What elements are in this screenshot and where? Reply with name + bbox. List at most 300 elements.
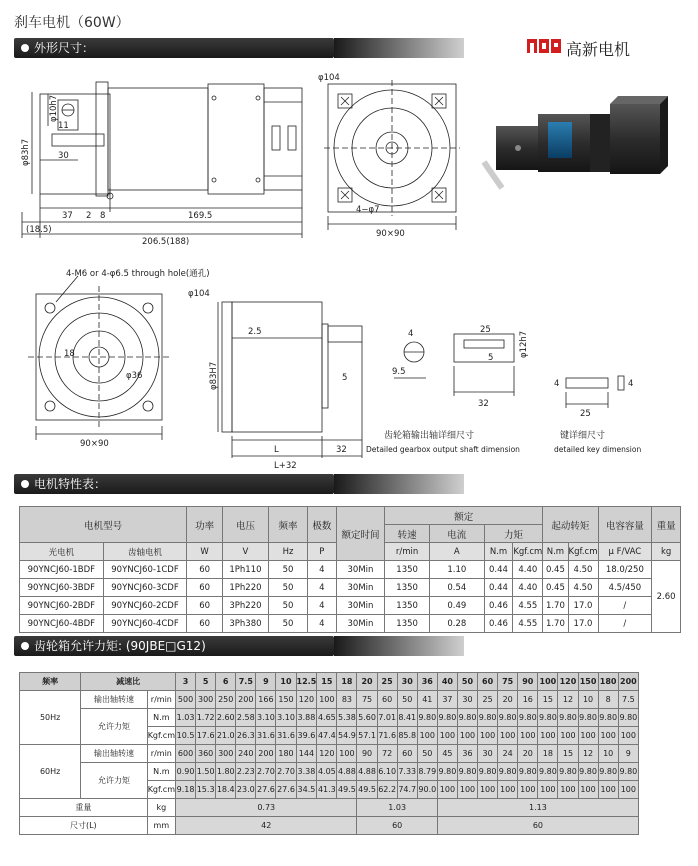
table-cell: 75: [357, 691, 377, 709]
ratio-cell: 7.5: [236, 673, 256, 691]
table-cell: 49.5: [337, 781, 357, 799]
table-cell: 17.0: [568, 615, 598, 633]
unit-cell: r/min: [147, 691, 175, 709]
table-cell: 6.10: [377, 763, 397, 781]
col-rated: 额定: [385, 507, 543, 525]
section-bar-fade: [334, 38, 464, 58]
table-cell: 90YNCJ60-1BDF: [20, 561, 104, 579]
table-cell: 3Ph380: [222, 615, 268, 633]
table-cell: 100: [558, 727, 578, 745]
table-row: [20, 709, 639, 727]
table-cell: 8.79: [417, 763, 437, 781]
table-cell: 60: [187, 579, 223, 597]
svg-text:18: 18: [64, 349, 75, 359]
unit-cell: N.m: [543, 543, 568, 561]
table-cell: 4: [308, 597, 337, 615]
brand-logo: [527, 37, 561, 59]
table-cell: 0.90: [175, 763, 195, 781]
motor-spec-table: [19, 506, 681, 633]
table-cell: /: [598, 615, 652, 633]
svg-text:8: 8: [100, 211, 106, 221]
col-capacitor: 电容容量: [598, 507, 652, 543]
svg-text:L: L: [274, 445, 279, 455]
svg-text:4: 4: [408, 329, 414, 339]
ratio-cell: 5: [196, 673, 216, 691]
table-cell: 4.50: [568, 561, 598, 579]
table-cell: 100: [538, 727, 558, 745]
table-cell: 42: [175, 817, 357, 835]
table-cell: 18.0/250: [598, 561, 652, 579]
table-cell: 90YNCJ60-1CDF: [103, 561, 187, 579]
table-cell: 100: [518, 727, 538, 745]
col-model: 电机型号: [20, 507, 187, 543]
gear-torque-table: [19, 672, 639, 835]
ratio-cell: 6: [216, 673, 236, 691]
table-cell: 60: [357, 817, 437, 835]
table-cell: 9.80: [457, 763, 477, 781]
table-cell: 30: [478, 745, 498, 763]
table-cell: 9.80: [598, 763, 618, 781]
brand-name: 高新电机: [566, 40, 631, 59]
table-cell: 2.60: [216, 709, 236, 727]
ratio-cell: 10: [276, 673, 296, 691]
table-cell: 0.44: [484, 561, 513, 579]
table-cell: 144: [296, 745, 317, 763]
svg-text:169.5: 169.5: [188, 211, 213, 221]
svg-text:90×90: 90×90: [80, 439, 109, 449]
table-cell: 15: [558, 745, 578, 763]
table-row: [20, 615, 681, 633]
table-cell: 100: [317, 691, 337, 709]
unit-cell: P: [308, 543, 337, 561]
table-cell: 9.80: [538, 763, 558, 781]
table-cell: 1.70: [543, 597, 568, 615]
svg-text:4: 4: [628, 379, 634, 389]
bullet-icon: [21, 642, 29, 650]
table-cell: 60: [187, 615, 223, 633]
flange-shaft-drawing: [18, 262, 658, 471]
table-cell: 100: [498, 727, 518, 745]
table-cell: 9.80: [598, 709, 618, 727]
table-cell: 90YNCJ60-4BDF: [20, 615, 104, 633]
table-cell: 100: [618, 781, 638, 799]
section-bar-fade: [334, 474, 464, 494]
svg-text:206.5(188): 206.5(188): [142, 237, 190, 247]
table-cell: 1.50: [196, 763, 216, 781]
section-gear-torque: 齿轮箱允许力矩: (90JBE□G12): [14, 636, 334, 656]
table-cell: 9.80: [518, 763, 538, 781]
table-row: [20, 673, 639, 691]
table-cell: 60: [397, 745, 417, 763]
table-cell: 39.6: [296, 727, 317, 745]
ratio-cell: 90: [518, 673, 538, 691]
table-cell: 9.80: [538, 709, 558, 727]
ratio-cell: 100: [538, 673, 558, 691]
table-cell: 2.23: [236, 763, 256, 781]
col-speed: 转速: [385, 525, 430, 543]
svg-text:2.5: 2.5: [248, 327, 262, 337]
table-cell: 600: [175, 745, 195, 763]
table-cell: 45: [437, 745, 457, 763]
table-cell: 100: [437, 727, 457, 745]
table-row: [20, 561, 681, 579]
svg-text:5: 5: [488, 353, 494, 363]
table-cell: 10.5: [175, 727, 195, 745]
table-cell: /: [598, 597, 652, 615]
table-cell: 4.5/450: [598, 579, 652, 597]
svg-text:φ83H7: φ83H7: [209, 361, 219, 390]
svg-text:11: 11: [58, 121, 69, 131]
table-cell: 60: [437, 817, 638, 835]
table-cell: 100: [578, 727, 598, 745]
svg-text:4: 4: [554, 379, 560, 389]
table-cell: 100: [478, 781, 498, 799]
table-cell: 90YNCJ60-2CDF: [103, 597, 187, 615]
table-cell: 23.0: [236, 781, 256, 799]
table-cell: 1.72: [196, 709, 216, 727]
table-cell: 1.70: [543, 615, 568, 633]
table-cell: 9.80: [518, 709, 538, 727]
table-cell: 12: [578, 745, 598, 763]
table-cell: 47.4: [317, 727, 337, 745]
page-title: 刹车电机（60W）: [14, 15, 130, 31]
svg-text:φ104: φ104: [318, 73, 340, 83]
svg-text:25: 25: [480, 325, 491, 335]
table-cell: 7.01: [377, 709, 397, 727]
table-cell: 30Min: [336, 615, 385, 633]
ratio-cell: 15: [317, 673, 337, 691]
col-poles: 极数: [308, 507, 337, 543]
unit-cell: N.m: [484, 543, 513, 561]
table-cell: 250: [216, 691, 236, 709]
svg-text:φ104: φ104: [188, 289, 210, 299]
table-cell: 36: [457, 745, 477, 763]
unit-cell: Kgf.cm: [147, 727, 175, 745]
unit-cell: kg: [147, 799, 175, 817]
table-cell: 1Ph220: [222, 579, 268, 597]
table-cell: 166: [256, 691, 276, 709]
col-rated-time: 额定时间: [336, 507, 385, 561]
table-cell: 90: [357, 745, 377, 763]
table-cell: 9.80: [558, 709, 578, 727]
table-cell: 7.33: [397, 763, 417, 781]
col-optical: 光电机: [20, 543, 104, 561]
table-cell: 4.55: [513, 597, 543, 615]
table-cell: 54.9: [337, 727, 357, 745]
svg-text:齿轮箱输出轴详细尺寸: 齿轮箱输出轴详细尺寸: [384, 431, 475, 441]
unit-cell: Kgf.cm: [147, 781, 175, 799]
table-cell: 90YNCJ60-2BDF: [20, 597, 104, 615]
table-cell: 9.80: [578, 709, 598, 727]
table-cell: 31.6: [276, 727, 296, 745]
table-cell: 49.5: [357, 781, 377, 799]
motor-outline-drawing: [18, 62, 498, 247]
table-row: [20, 597, 681, 615]
table-cell: 60: [187, 597, 223, 615]
table-cell: 30Min: [336, 597, 385, 615]
unit-cell: A: [429, 543, 484, 561]
table-cell: 9.80: [437, 709, 457, 727]
table-cell: 50: [417, 745, 437, 763]
table-cell: 120: [317, 745, 337, 763]
table-cell: 1350: [385, 579, 430, 597]
table-cell: 120: [296, 691, 317, 709]
unit-cell: r/min: [385, 543, 430, 561]
unit-cell: kg: [652, 543, 681, 561]
ratio-cell: 150: [578, 673, 598, 691]
table-cell: 1350: [385, 615, 430, 633]
table-cell: 100: [598, 781, 618, 799]
col-start-torque: 起动转矩: [543, 507, 598, 543]
table-cell: 60: [377, 691, 397, 709]
ratio-cell: 9: [256, 673, 276, 691]
table-cell: 1Ph110: [222, 561, 268, 579]
unit-cell: N.m: [147, 709, 175, 727]
table-row: [20, 817, 639, 835]
table-cell: 10: [578, 691, 598, 709]
ratio-cell: 180: [598, 673, 618, 691]
motor-photo: [482, 84, 678, 202]
table-cell: 10: [598, 745, 618, 763]
svg-text:φ83h7: φ83h7: [21, 138, 31, 166]
table-cell: 100: [337, 745, 357, 763]
table-cell: 360: [196, 745, 216, 763]
table-cell: 83: [337, 691, 357, 709]
freq-cell: 50Hz: [20, 691, 81, 745]
ratio-cell: 30: [397, 673, 417, 691]
table-cell: 0.28: [429, 615, 484, 633]
table-cell: 3.10: [256, 709, 276, 727]
table-cell: 20: [518, 745, 538, 763]
ratio-cell: 120: [558, 673, 578, 691]
table-cell: 200: [236, 691, 256, 709]
table-cell: 4: [308, 615, 337, 633]
bullet-icon: [21, 44, 29, 52]
table-cell: 27.6: [276, 781, 296, 799]
table-cell: 100: [417, 727, 437, 745]
col-current: 电流: [429, 525, 484, 543]
table-row: [20, 763, 639, 781]
table-cell: 300: [196, 691, 216, 709]
table-cell: 4.88: [357, 763, 377, 781]
table-cell: 2.70: [276, 763, 296, 781]
table-cell: 25: [478, 691, 498, 709]
table-cell: 4.65: [317, 709, 337, 727]
table-cell: 100: [437, 781, 457, 799]
table-cell: 9.80: [558, 763, 578, 781]
ratio-cell: 75: [498, 673, 518, 691]
ratio-cell: 200: [618, 673, 638, 691]
table-cell: 300: [216, 745, 236, 763]
table-cell: 4.40: [513, 561, 543, 579]
table-cell: 50: [268, 561, 307, 579]
svg-text:5: 5: [342, 373, 348, 383]
table-cell: 12: [558, 691, 578, 709]
table-cell: 500: [175, 691, 195, 709]
table-cell: 100: [558, 781, 578, 799]
table-cell: 9.80: [478, 763, 498, 781]
svg-text:90×90: 90×90: [376, 229, 405, 239]
table-cell: 9.80: [578, 763, 598, 781]
table-cell: 4.55: [513, 615, 543, 633]
ratio-cell: 20: [357, 673, 377, 691]
table-cell: 240: [236, 745, 256, 763]
ratio-cell: 40: [437, 673, 457, 691]
col-freq: 频率: [20, 673, 81, 691]
table-cell: 21.0: [216, 727, 236, 745]
svg-text:4-M6 or 4-φ6.5 through hole(通孔: 4-M6 or 4-φ6.5 through hole(通孔): [66, 269, 210, 279]
table-cell: 17.0: [568, 597, 598, 615]
svg-text:φ12h7: φ12h7: [519, 330, 529, 358]
unit-cell: V: [222, 543, 268, 561]
table-cell: 4.05: [317, 763, 337, 781]
col-freq: 频率: [268, 507, 307, 543]
table-cell: 0.49: [429, 597, 484, 615]
table-cell: 30Min: [336, 561, 385, 579]
table-cell: 2.70: [256, 763, 276, 781]
svg-text:32: 32: [478, 399, 489, 409]
table-cell: 3.38: [296, 763, 317, 781]
table-cell: 9.80: [478, 709, 498, 727]
table-cell: 2.58: [236, 709, 256, 727]
table-cell: 150: [276, 691, 296, 709]
table-cell: 4.50: [568, 579, 598, 597]
table-cell: 17.6: [196, 727, 216, 745]
table-cell: 34.5: [296, 781, 317, 799]
table-cell: 24: [498, 745, 518, 763]
table-cell: 0.46: [484, 597, 513, 615]
table-cell: 50: [268, 579, 307, 597]
table-cell: 15.3: [196, 781, 216, 799]
table-cell: 62.2: [377, 781, 397, 799]
table-cell: 16: [518, 691, 538, 709]
table-cell: 100: [598, 727, 618, 745]
table-cell: 18: [538, 745, 558, 763]
svg-text:φ36: φ36: [126, 371, 143, 381]
table-cell: 1350: [385, 561, 430, 579]
table-cell: 0.45: [543, 579, 568, 597]
table-cell: 41.3: [317, 781, 337, 799]
table-cell: 3.88: [296, 709, 317, 727]
unit-cell: Hz: [268, 543, 307, 561]
table-cell: 1.13: [437, 799, 638, 817]
table-cell: 0.46: [484, 615, 513, 633]
svg-text:25: 25: [580, 409, 591, 419]
table-row: [20, 579, 681, 597]
weight-cell: 2.60: [652, 561, 681, 633]
row-label: 尺寸(L): [20, 817, 148, 835]
svg-text:(18.5): (18.5): [26, 225, 52, 235]
table-cell: 100: [518, 781, 538, 799]
table-cell: 30: [457, 691, 477, 709]
ratio-cell: 25: [377, 673, 397, 691]
table-cell: 180: [276, 745, 296, 763]
section-bar-fade: [334, 636, 464, 656]
table-cell: 100: [498, 781, 518, 799]
table-cell: 37: [437, 691, 457, 709]
table-cell: 90.0: [417, 781, 437, 799]
table-cell: 30Min: [336, 579, 385, 597]
table-cell: 100: [457, 727, 477, 745]
table-cell: 0.44: [484, 579, 513, 597]
col-weight: 重量: [652, 507, 681, 543]
table-cell: 3.10: [276, 709, 296, 727]
table-cell: 50: [268, 615, 307, 633]
svg-text:L+32: L+32: [274, 461, 297, 471]
table-cell: 9.80: [498, 763, 518, 781]
table-cell: 90YNCJ60-3BDF: [20, 579, 104, 597]
table-cell: 100: [538, 781, 558, 799]
table-cell: 50: [397, 691, 417, 709]
unit-cell: μ F/VAC: [598, 543, 652, 561]
svg-text:4−φ7: 4−φ7: [356, 205, 380, 215]
table-row: [20, 691, 639, 709]
table-cell: 5.60: [357, 709, 377, 727]
table-cell: 7.5: [618, 691, 638, 709]
table-cell: 1350: [385, 597, 430, 615]
bullet-icon: [21, 480, 29, 488]
table-cell: 1.10: [429, 561, 484, 579]
table-cell: 20: [498, 691, 518, 709]
table-cell: 18.4: [216, 781, 236, 799]
table-row: [20, 745, 639, 763]
row-label: 允许力矩: [81, 709, 147, 745]
table-cell: 26.3: [236, 727, 256, 745]
svg-text:32: 32: [336, 445, 347, 455]
svg-text:30: 30: [58, 151, 69, 161]
table-cell: 50: [268, 597, 307, 615]
table-cell: 100: [478, 727, 498, 745]
unit-cell: W: [187, 543, 223, 561]
unit-cell: mm: [147, 817, 175, 835]
table-cell: 85.8: [397, 727, 417, 745]
table-cell: 0.73: [175, 799, 357, 817]
svg-text:37: 37: [62, 211, 73, 221]
table-cell: 8.41: [397, 709, 417, 727]
section-motor-specs: 电机特性表：: [14, 474, 334, 494]
table-cell: 9.80: [417, 709, 437, 727]
unit-cell: Kgf.cm: [568, 543, 598, 561]
table-cell: 100: [457, 781, 477, 799]
table-cell: 15: [538, 691, 558, 709]
table-cell: 4: [308, 579, 337, 597]
table-cell: 57.1: [357, 727, 377, 745]
col-gear-motor: 齿轴电机: [103, 543, 187, 561]
col-torque: 力矩: [484, 525, 543, 543]
table-cell: 200: [256, 745, 276, 763]
table-cell: 0.54: [429, 579, 484, 597]
row-label: 重量: [20, 799, 148, 817]
svg-text:Detailed gearbox output shaft: Detailed gearbox output shaft dimension: [366, 445, 520, 454]
table-cell: 74.7: [397, 781, 417, 799]
table-cell: 71.6: [377, 727, 397, 745]
table-cell: 90YNCJ60-4CDF: [103, 615, 187, 633]
ratio-cell: 60: [478, 673, 498, 691]
svg-text:detailed key dimension: detailed key dimension: [554, 445, 642, 454]
unit-cell: N.m: [147, 763, 175, 781]
table-cell: 9.80: [498, 709, 518, 727]
table-cell: 3Ph220: [222, 597, 268, 615]
table-cell: 1.03: [357, 799, 437, 817]
table-cell: 4.40: [513, 579, 543, 597]
col-ratio: 减速比: [81, 673, 176, 691]
row-label: 输出轴转速: [81, 691, 147, 709]
table-cell: 9.18: [175, 781, 195, 799]
table-cell: 9.80: [618, 709, 638, 727]
table-cell: 4.88: [337, 763, 357, 781]
table-cell: 27.6: [256, 781, 276, 799]
table-cell: 90YNCJ60-3CDF: [103, 579, 187, 597]
